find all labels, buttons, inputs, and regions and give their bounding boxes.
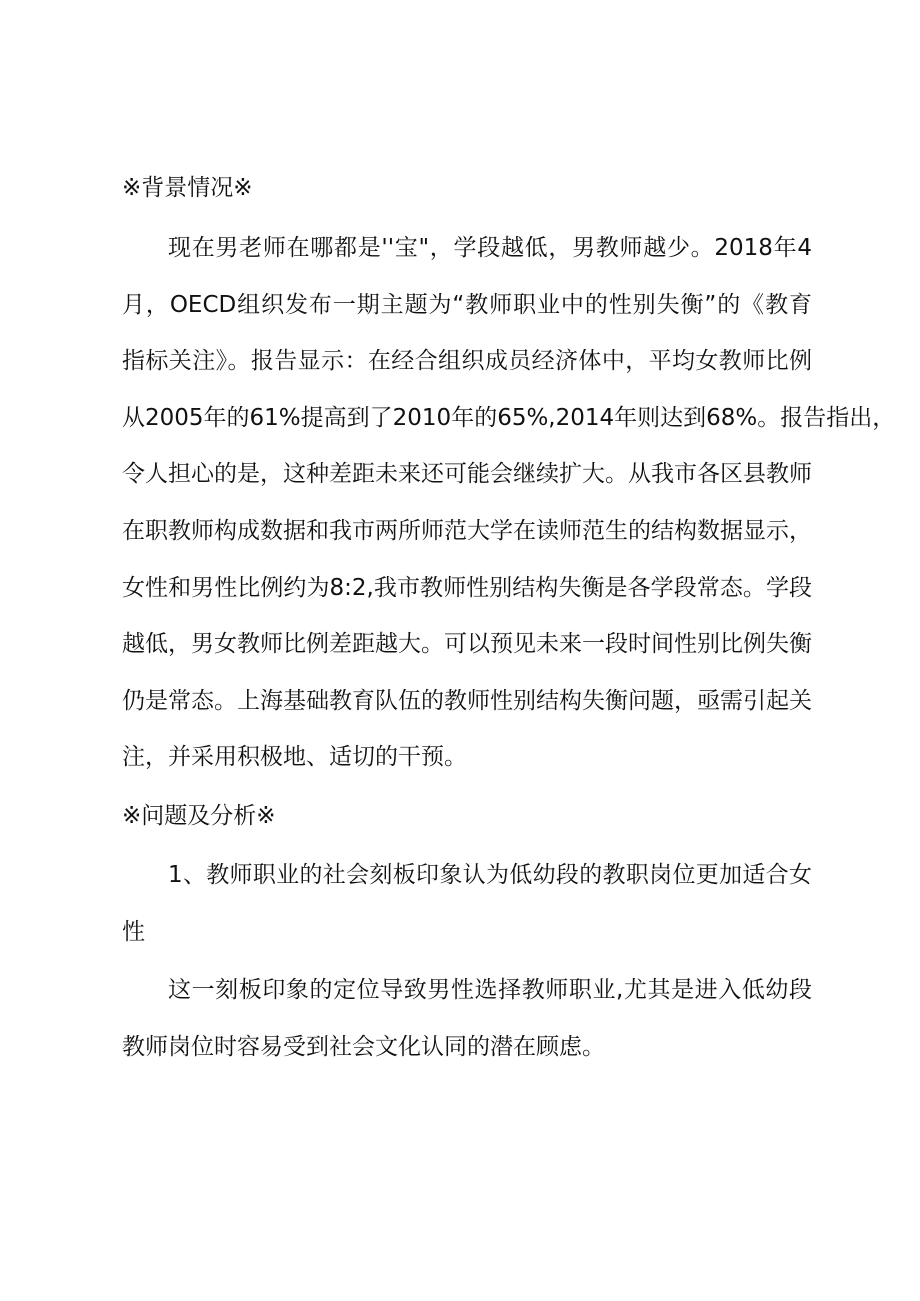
paragraph-line: 这一刻板印象的定位导致男性选择教师职业,尤其是进入低幼段 [168,977,812,1003]
paragraph-line: 现在男老师在哪都是''宝"，学段越低，男教师越少。2018年4 [168,235,812,261]
paragraph-line: 女性和男性比例约为8:2,我市教师性别结构失衡是各学段常态。学段 [122,575,812,601]
section-heading-background: ※背景情况※ [122,175,253,201]
paragraph-line: 指标关注》。报告显示：在经合组织成员经济体中，平均女教师比例 [122,348,812,374]
paragraph-line: 注，并采用积极地、适切的干预。 [122,744,467,770]
paragraph-line: 月，OECD组织发布一期主题为“教师职业中的性别失衡”的《教育 [122,292,812,318]
point-heading-line: 1、教师职业的社会刻板印象认为低幼段的教职岗位更加适合女 [168,862,812,888]
section-heading-analysis: ※问题及分析※ [122,803,276,829]
paragraph-line: 令人担心的是，这种差距未来还可能会继续扩大。从我市各区县教师 [122,461,812,487]
paragraph-line: 越低，男女教师比例差距越大。可以预见未来一段时间性别比例失衡 [122,631,812,657]
paragraph-line: 从2005年的61%提高到了2010年的65%,2014年则达到68%。报告指出， [122,405,896,431]
point-heading-line: 性 [122,919,145,945]
paragraph-line: 在职教师构成数据和我市两所师范大学在读师范生的结构数据显示， [122,518,812,544]
paragraph-line: 仍是常态。上海基础教育队伍的教师性别结构失衡问题，亟需引起关 [122,688,812,714]
paragraph-line: 教师岗位时容易受到社会文化认同的潜在顾虑。 [122,1034,605,1060]
